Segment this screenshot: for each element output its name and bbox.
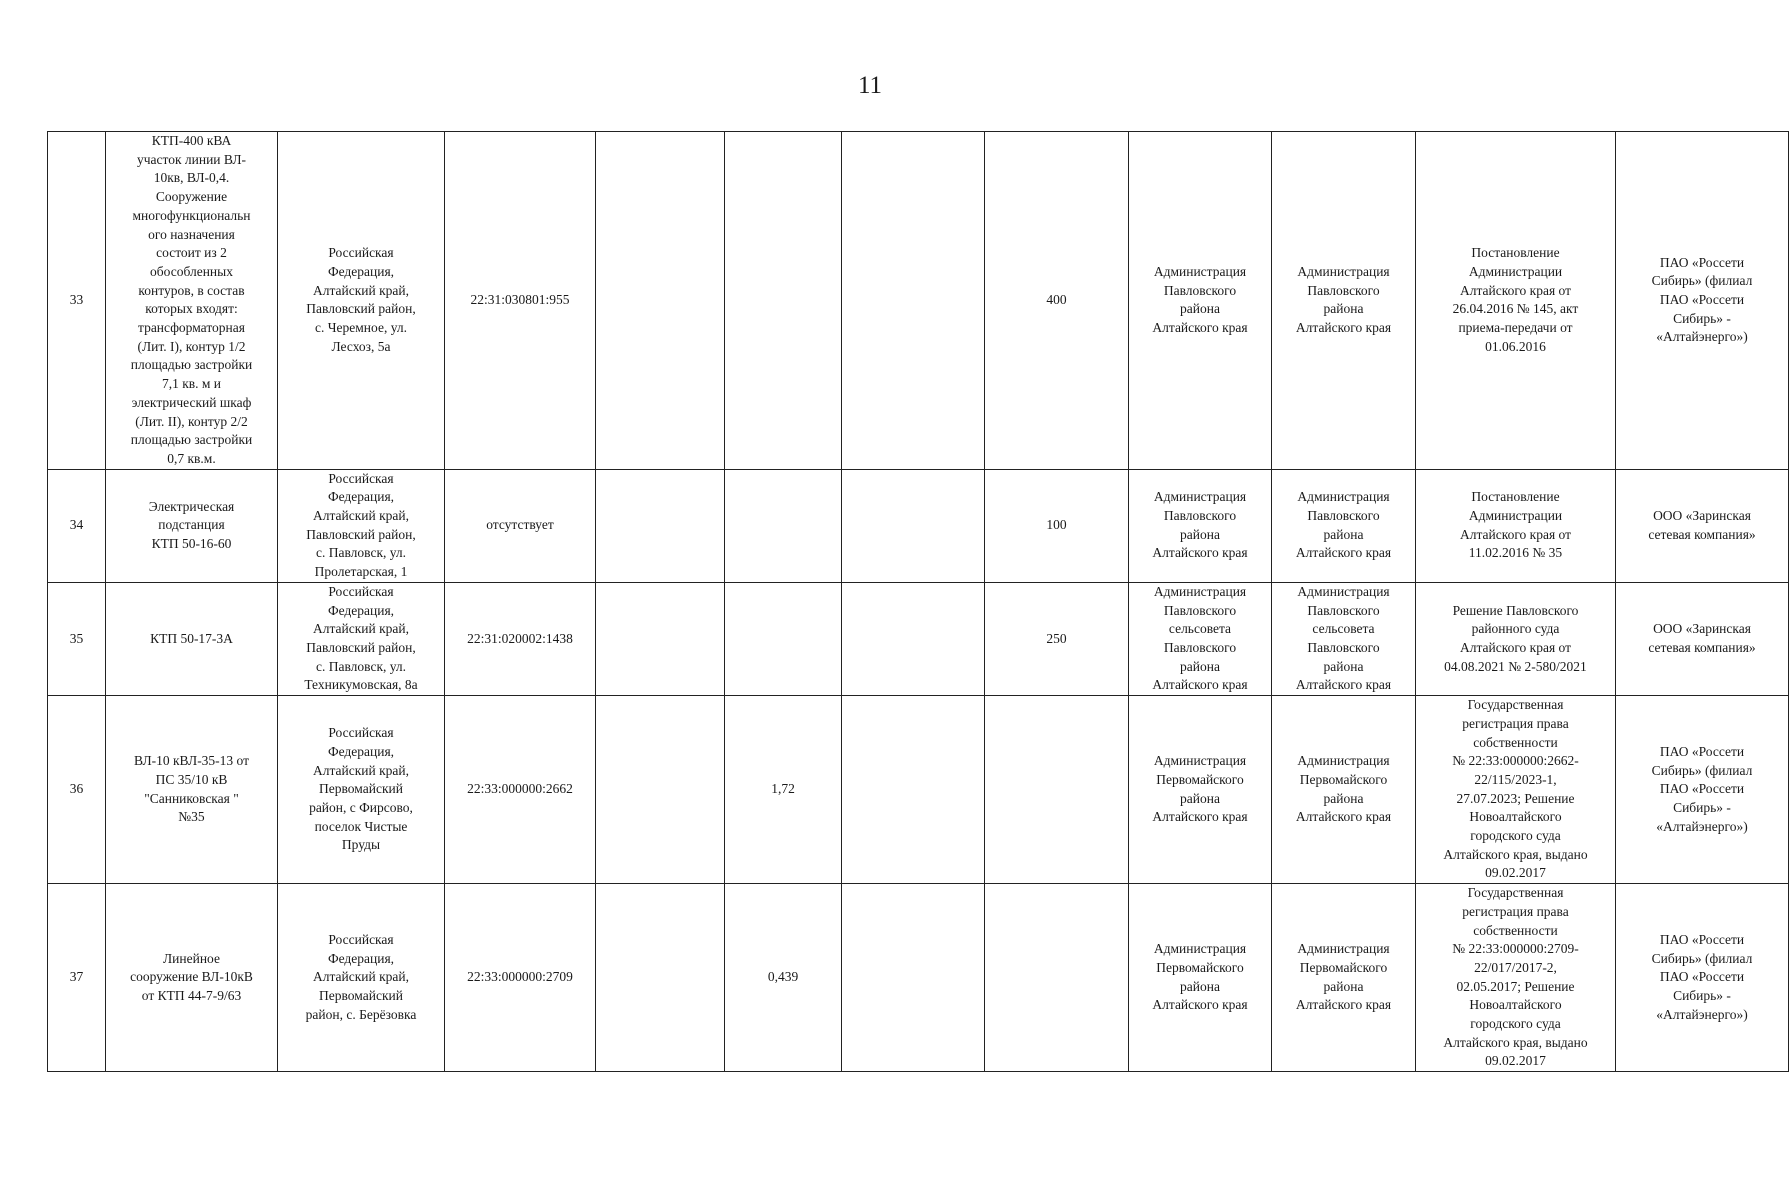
cadastral-number: 22:31:030801:955 [445,132,596,470]
object-name: КТП-400 кВА участок линии ВЛ- 10кв, ВЛ-0,4. Сооружение многофункциональн ого назначения состоит из 2 обособленных контуров, в состав которых входят: трансформаторная (Лит. I), контур 1/2 площадью застройки 7,1 кв. м и электрический шкаф (Лит. II), контур 2/2 площадью застройки 0,7 кв.м. [106,132,278,470]
row-number: 36 [48,696,106,884]
operator-cell: ООО «Заринская сетевая компания» [1616,469,1789,582]
object-name: Линейное сооружение ВЛ-10кВ от КТП 44-7-9/63 [106,884,278,1072]
holder-cell: Администрация Павловского района Алтайского края [1272,469,1416,582]
length-cell: 0,439 [725,884,842,1072]
power-cell: 250 [985,582,1129,695]
empty-cell [842,696,985,884]
table-row [48,884,1789,1072]
owner-cell: Администрация Павловского сельсовета Павловского района Алтайского края [1129,582,1272,695]
power-cell: 400 [985,132,1129,470]
row-number: 33 [48,132,106,470]
row-number: 37 [48,884,106,1072]
empty-cell [842,469,985,582]
table-row [48,469,1789,582]
power-cell [985,884,1129,1072]
empty-cell [596,582,725,695]
empty-cell [596,469,725,582]
operator-cell: ПАО «Россети Сибирь» (филиал ПАО «Россети Сибирь» - «Алтайэнерго») [1616,884,1789,1072]
object-address: Российская Федерация, Алтайский край, Павловский район, с. Павловск, ул. Пролетарская, 1 [278,469,445,582]
power-cell: 100 [985,469,1129,582]
object-address: Российская Федерация, Алтайский край, Павловский район, с. Черемное, ул. Лесхоз, 5а [278,132,445,470]
owner-cell: Администрация Павловского района Алтайского края [1129,132,1272,470]
object-name: Электрическая подстанция КТП 50-16-60 [106,469,278,582]
empty-cell [842,884,985,1072]
row-number: 34 [48,469,106,582]
basis-document: Государственная регистрация права собственности № 22:33:000000:2709- 22/017/2017-2, 02.05.2017; Решение Новоалтайского городского суда Алтайского края, выдано 09.02.2017 [1416,884,1616,1072]
object-name: ВЛ-10 кВЛ-35-13 от ПС 35/10 кВ "Санниковская " №35 [106,696,278,884]
cadastral-number: отсутствует [445,469,596,582]
table-row [48,582,1789,695]
owner-cell: Администрация Павловского района Алтайского края [1129,469,1272,582]
length-cell [725,132,842,470]
length-cell [725,469,842,582]
empty-cell [596,884,725,1072]
basis-document: Государственная регистрация права собственности № 22:33:000000:2662- 22/115/2023-1, 27.07.2023; Решение Новоалтайского городского суда Алтайского края, выдано 09.02.2017 [1416,696,1616,884]
object-address: Российская Федерация, Алтайский край, Первомайский район, с Фирсово, поселок Чистые Пруды [278,696,445,884]
operator-cell: ПАО «Россети Сибирь» (филиал ПАО «Россети Сибирь» - «Алтайэнерго») [1616,132,1789,470]
holder-cell: Администрация Павловского района Алтайского края [1272,132,1416,470]
row-number: 35 [48,582,106,695]
power-cell [985,696,1129,884]
basis-document: Решение Павловского районного суда Алтайского края от 04.08.2021 № 2-580/2021 [1416,582,1616,695]
operator-cell: ПАО «Россети Сибирь» (филиал ПАО «Россети Сибирь» - «Алтайэнерго») [1616,696,1789,884]
holder-cell: Администрация Павловского сельсовета Павловского района Алтайского края [1272,582,1416,695]
object-name: КТП 50-17-3А [106,582,278,695]
basis-document: Постановление Администрации Алтайского края от 11.02.2016 № 35 [1416,469,1616,582]
cadastral-number: 22:33:000000:2662 [445,696,596,884]
owner-cell: Администрация Первомайского района Алтайского края [1129,884,1272,1072]
cadastral-number: 22:31:020002:1438 [445,582,596,695]
property-table [47,131,1789,1072]
basis-document: Постановление Администрации Алтайского края от 26.04.2016 № 145, акт приема-передачи от 01.06.2016 [1416,132,1616,470]
cadastral-number: 22:33:000000:2709 [445,884,596,1072]
holder-cell: Администрация Первомайского района Алтайского края [1272,696,1416,884]
empty-cell [842,582,985,695]
page-number: 11 [857,72,883,99]
operator-cell: ООО «Заринская сетевая компания» [1616,582,1789,695]
empty-cell [596,696,725,884]
length-cell: 1,72 [725,696,842,884]
object-address: Российская Федерация, Алтайский край, Павловский район, с. Павловск, ул. Техникумовская, 8а [278,582,445,695]
table-row [48,696,1789,884]
empty-cell [842,132,985,470]
owner-cell: Администрация Первомайского района Алтайского края [1129,696,1272,884]
empty-cell [596,132,725,470]
holder-cell: Администрация Первомайского района Алтайского края [1272,884,1416,1072]
object-address: Российская Федерация, Алтайский край, Первомайский район, с. Берёзовка [278,884,445,1072]
table-row [48,132,1789,470]
length-cell [725,582,842,695]
